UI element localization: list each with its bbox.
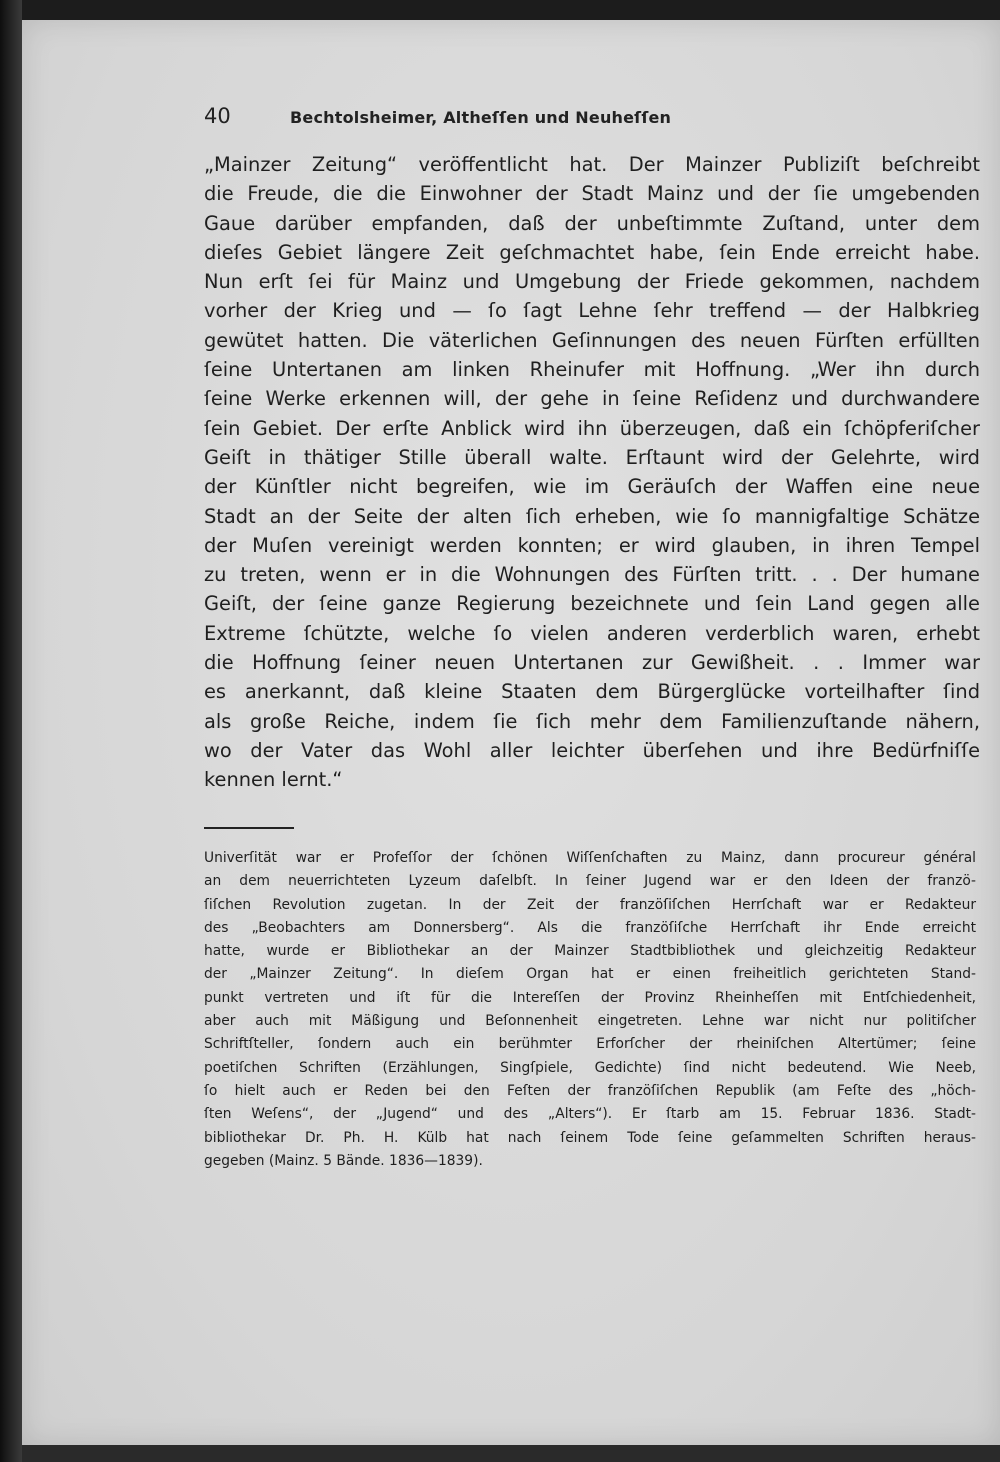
text-line: ſein Gebiet. Der erſte Anblick wird ihn überzeugen, daß ein ſchöpferiſcher	[204, 416, 980, 440]
text-line: es anerkannt, daß kleine Staaten dem Bürgerglücke vorteilhafter ſind	[204, 680, 980, 704]
book-spine-shadow	[0, 0, 22, 1462]
text-line: der Muſen vereinigt werden konnten; er wird glauben, in ihren Tempel	[204, 533, 980, 557]
page-header	[204, 104, 964, 134]
text-line: Extreme ſchützte, welche ſo vielen anderen verderblich waren, erhebt	[204, 621, 980, 645]
footnote-line: des „Beobachters am Donnersberg“. Als die franzöſiſche Herrſchaft ihr Ende erreicht	[204, 919, 976, 936]
text-line: dieſes Gebiet längere Zeit geſchmachtet habe, ſein Ende erreicht habe.	[204, 240, 980, 264]
text-line: Gaue darüber empfanden, daß der unbeſtimmte Zuſtand, unter dem	[204, 211, 980, 235]
text-line: der Künſtler nicht begreifen, wie im Geräuſch der Waffen eine neue	[204, 475, 980, 499]
footnote-line: ſo hielt auch er Reden bei den Feſten der franzöſiſchen Republik (am Feſte des „höch-	[204, 1082, 976, 1099]
text-line: Stadt an der Seite der alten ſich erheben, wie ſo mannigfaltige Schätze	[204, 504, 980, 528]
page-number: 40	[204, 104, 231, 128]
running-title: Bechtolsheimer, Altheſſen und Neuheſſen	[290, 108, 672, 127]
footnote-line: ſten Weſens“, der „Jugend“ und des „Alters“). Er ſtarb am 15. Februar 1836. Stadt-	[204, 1106, 976, 1123]
footnote-line: poetiſchen Schriften (Erzählungen, Singſpiele, Gedichte) ſind nicht bedeutend. Wie Neeb,	[204, 1059, 976, 1076]
text-line: Nun erſt ſei für Mainz und Umgebung der Friede gekommen, nachdem	[204, 270, 980, 294]
text-line: ſeine Werke erkennen will, der gehe in ſeine Reſidenz und durchwandere	[204, 387, 980, 411]
main-text	[204, 150, 980, 795]
footnote-line: punkt vertreten und iſt für die Intereſſen der Provinz Rheinheſſen mit Entſchiedenheit,	[204, 989, 976, 1006]
text-line: ſeine Untertanen am linken Rheinufer mit Hoffnung. „Wer ihn durch	[204, 358, 980, 382]
text-line: zu treten, wenn er in die Wohnungen des Fürſten tritt. . . Der humane	[204, 563, 980, 587]
text-line: Geiſt, der ſeine ganze Regierung bezeichnete und ſein Land gegen alle	[204, 592, 980, 616]
text-line: vorher der Krieg und — ſo ſagt Lehne ſehr treffend — der Halbkrieg	[204, 299, 980, 323]
footnote-line: aber auch mit Mäßigung und Beſonnenheit eingetreten. Lehne war nicht nur politiſcher	[204, 1013, 976, 1030]
text-line: „Mainzer Zeitung“ veröffentlicht hat. Der Mainzer Publiziſt beſchreibt	[204, 153, 980, 176]
footnote-line: Univerſität war er Profeſſor der ſchönen Wiſſenſchaften zu Mainz, dann procureur général	[204, 850, 976, 866]
footnote	[204, 847, 976, 1173]
footnote-line: an dem neuerrichteten Lyzeum daſelbſt. In ſeiner Jugend war er den Ideen der franzö-	[204, 873, 976, 890]
footnote-line: bibliothekar Dr. Ph. H. Külb hat nach ſeinem Tode ſeine geſammelten Schriften heraus-	[204, 1129, 976, 1146]
text-line: wo der Vater das Wohl aller leichter überſehen und ihre Bedürfniſſe	[204, 738, 980, 762]
footnote-line: ſiſchen Revolution zugetan. In der Zeit der franzöſiſchen Herrſchaft war er Redakteur	[204, 896, 976, 913]
footnote-line: gegeben (Mainz. 5 Bände. 1836—1839).	[204, 1152, 483, 1169]
text-line: gewütet hatten. Die väterlichen Geſinnungen des neuen Fürſten erfüllten	[204, 328, 980, 352]
text-line: kennen lernt.“	[204, 768, 343, 792]
footnote-line: Schriftſteller, ſondern auch ein berühmter Erforſcher der rheiniſchen Altertümer; ſeine	[204, 1036, 976, 1053]
text-line: als große Reiche, indem ſie ſich mehr dem Familienzuſtande nähern,	[204, 709, 980, 733]
text-line: die Hoffnung ſeiner neuen Untertanen zur Gewißheit. . . Immer war	[204, 651, 980, 675]
footnote-line: der „Mainzer Zeitung“. In dieſem Organ hat er einen freiheitlich gerichteten Stand-	[204, 966, 976, 983]
footnote-divider	[204, 827, 294, 829]
text-line: die Freude, die die Einwohner der Stadt Mainz und der ſie umgebenden	[204, 182, 980, 206]
page-bottom-shadow	[22, 1445, 1000, 1462]
footnote-line: hatte, wurde er Bibliothekar an der Mainzer Stadtbibliothek und gleichzeitig Redakteur	[204, 943, 976, 960]
text-line: Geiſt in thätiger Stille überall walte. Erſtaunt wird der Gelehrte, wird	[204, 445, 980, 469]
